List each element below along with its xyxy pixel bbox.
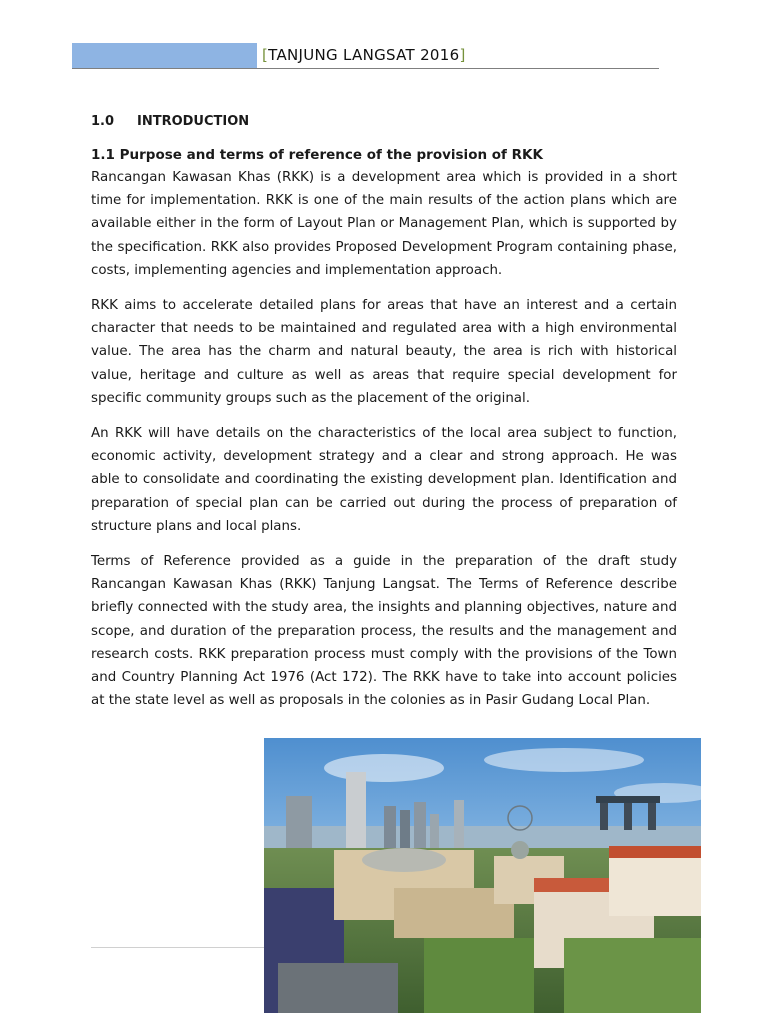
header-bracket-close: ] [459,46,466,64]
paragraph-4: Terms of Reference provided as a guide in the preparation of the draft study Rancangan Kawasan Khas (RKK) Tanjung Langsat. The Terms of Reference describe briefly connected with the study area, the insights and planning objectives, nature and scope, and duration of the preparation process, the results and the management and research costs. RKK preparation process must comply with the provisions of the Town and Country Planning Act 1976 (Act 172). The RKK have to take into account policies at the state level as well as proposals in the colonies as in Pasir Gudang Local Plan. [91,554,677,709]
paragraph-2: RKK aims to accelerate detailed plans for areas that have an interest and a certain character that needs to be maintained and regulated area with a high environmental value. The area has the charm and natural beauty, the area is rich with historical value, heritage and culture as well as areas that require special development for specific community groups such as the placement of the original. [91,298,677,406]
paragraph-3: An RKK will have details on the characteristics of the local area subject to function, economic activity, development strategy and a clear and strong approach. He was able to consolidate and coordinating the existing development plan. Identification and preparation of special plan can be carried out during the process of preparation of structure plans and local plans. [91,426,677,534]
document-body [91,114,677,724]
header-bracket-open: [ [262,46,269,64]
header-title-text: TANJUNG LANGSAT 2016 [268,46,460,64]
header-color-bar [72,43,257,69]
header-divider [72,68,659,69]
section-title: INTRODUCTION [137,114,250,129]
document-header-title [262,46,466,64]
section-number: 1.0 [91,114,115,129]
subsection-heading: 1.1 Purpose and terms of reference of the provision of RKK [91,147,543,163]
paragraph-1: Rancangan Kawasan Khas (RKK) is a development area which is provided in a short time for implementation. RKK is one of the main results of the action plans which are available either in the form of Layout Plan or Management Plan, which is supported by the specification. RKK also provides Proposed Development Program containing phase, costs, implementing agencies and implementation approach. [91,170,677,278]
city-skyline-illustration [264,738,701,1013]
section-heading [91,114,677,129]
city-skyline-photo [264,738,701,1013]
